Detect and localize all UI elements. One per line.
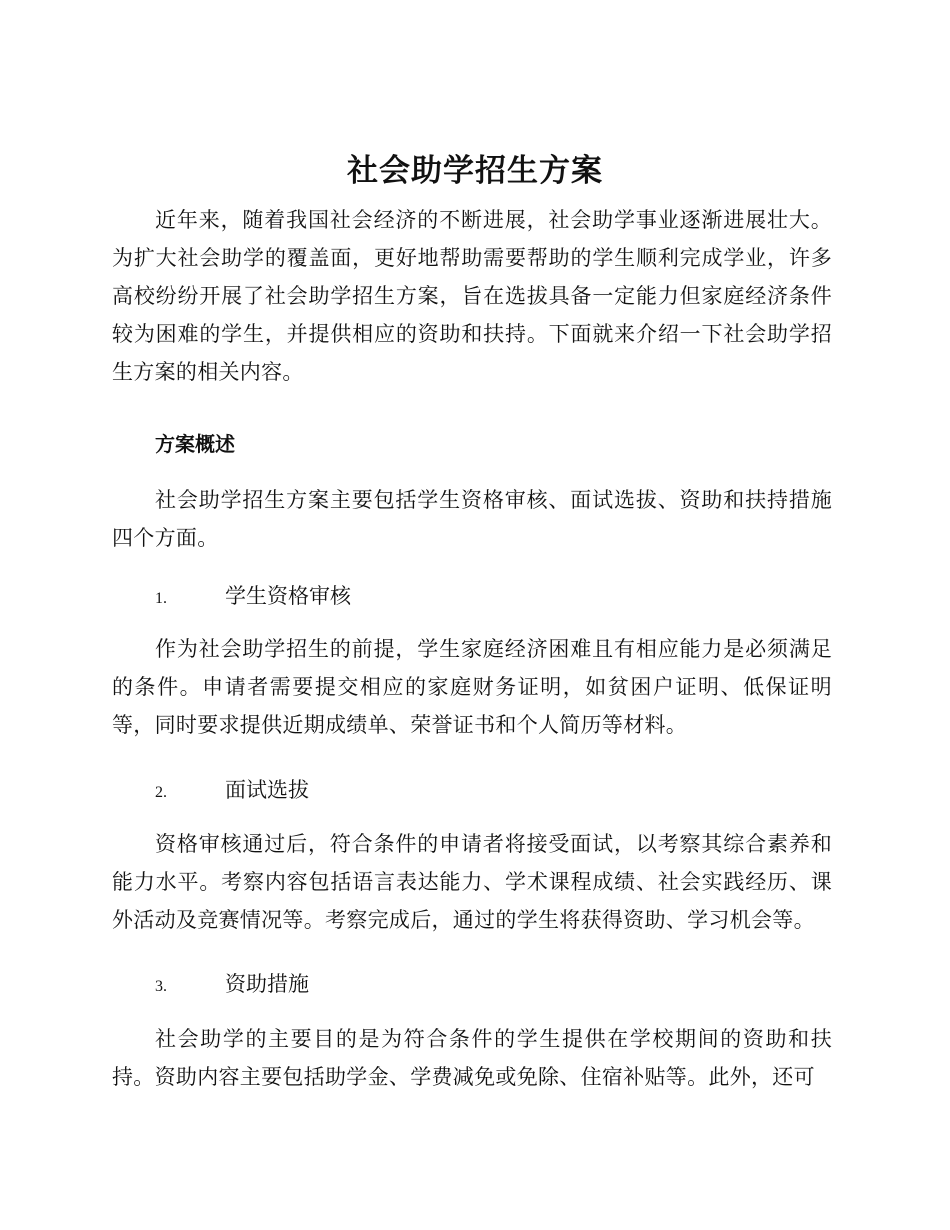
section-title: 面试选拔 [225,778,309,802]
section-3-paragraph: 社会助学的主要目的是为符合条件的学生提供在学校期间的资助和扶持。资助内容主要包括助学金、学费减免或免除、住宿补贴等。此外，还可 [112,1027,832,1089]
section-number: 1. [155,590,167,607]
section-title: 资助措施 [225,972,309,996]
section-2-paragraph: 资格审核通过后，符合条件的申请者将接受面试，以考察其综合素养和能力水平。考察内容包括语言表达能力、学术课程成绩、社会实践经历、课外活动及竞赛情况等。考察完成后，通过的学生将获得资助、学习机会等。 [112,832,832,932]
section-title: 学生资格审核 [225,584,351,608]
intro-paragraph: 近年来，随着我国社会经济的不断进展，社会助学事业逐渐进展壮大。为扩大社会助学的覆盖面，更好地帮助需要帮助的学生顺利完成学业，许多高校纷纷开展了社会助学招生方案，旨在选拔具备一定能力但家庭经济条件较为困难的学生，并提供相应的资助和扶持。下面就来介绍一下社会助学招生方案的相关内容。 [112,208,832,384]
section-3-heading [155,969,309,1002]
section-2-heading [155,775,309,808]
overview-heading: 方案概述 [155,432,235,456]
section-1-paragraph: 作为社会助学招生的前提，学生家庭经济困难且有相应能力是必须满足的条件。申请者需要提交相应的家庭财务证明，如贫困户证明、低保证明等，同时要求提供近期成绩单、荣誉证书和个人简历等材料。 [112,637,832,737]
section-number: 2. [155,784,167,801]
document-title: 社会助学招生方案 [347,153,603,189]
section-number: 3. [155,978,167,995]
overview-paragraph: 社会助学招生方案主要包括学生资格审核、面试选拔、资助和扶持措施四个方面。 [112,488,832,550]
section-1-heading [155,581,351,614]
